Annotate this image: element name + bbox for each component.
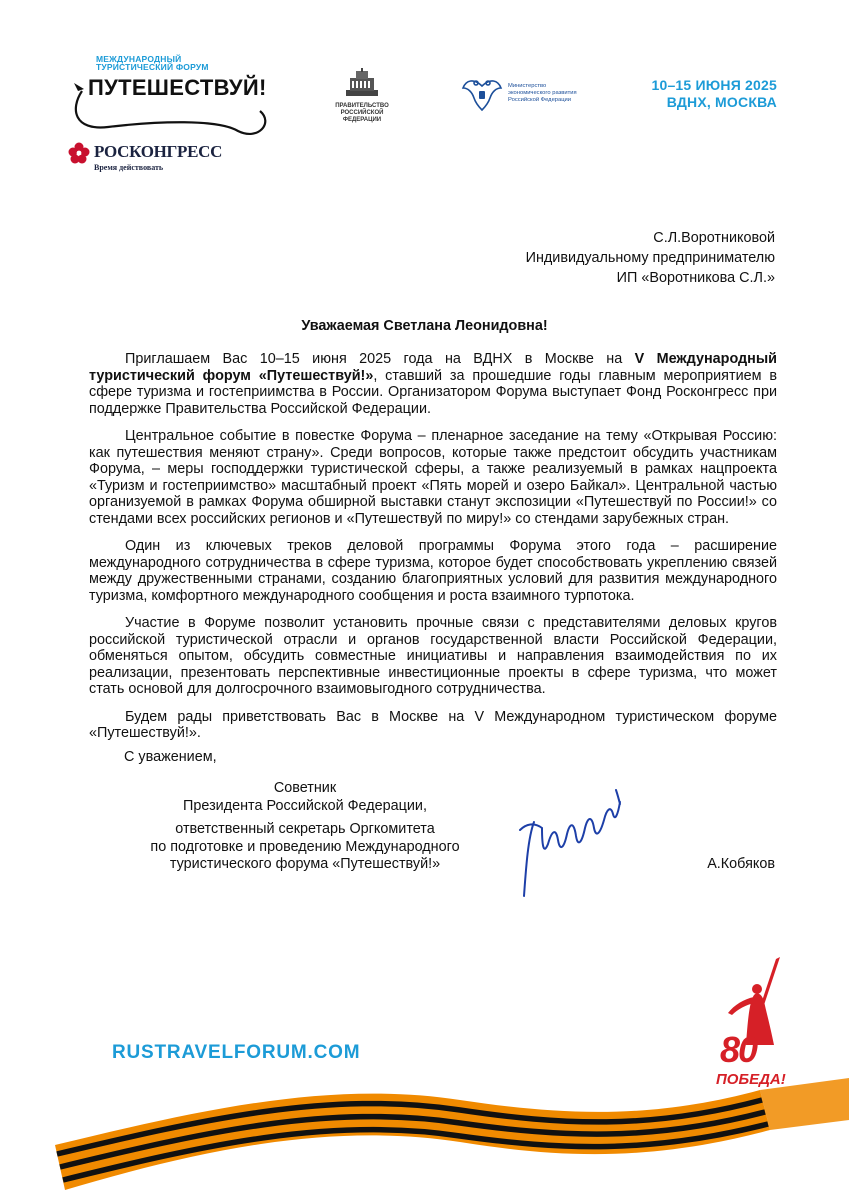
government-building-icon <box>342 68 382 98</box>
paragraph-2: Центральное событие в повестке Форума – пленарное заседание на тему «Открывая Россию: как путешествия меняют страну». Среди вопросов, которые также предстоит обсудить участникам Форума, – меры господдержки туристической сферы, а также реализуемый в рамках нацпроекта «Туризм и гостеприимство» масштабный проект «Пять морей и озеро Байкал». Центральной частью организуемой в рамках Форума обширной выставки станут экспозиции «Путешествуй по России!» со стендами всех российских регионов и «Путешествуй по миру!» со стендами зарубежных стран. <box>89 428 777 527</box>
victory-text: ПОБЕДА! <box>716 1071 786 1088</box>
letter-body <box>89 351 777 753</box>
addressee-company: ИП «Воротникова С.Л.» <box>616 270 775 286</box>
roscongress-slogan: Время действовать <box>94 163 164 172</box>
signatory-title-line4: по подготовке и проведению Международного <box>150 838 460 855</box>
paragraph-3: Один из ключевых треков деловой программы Форума этого года – расширение международного сотрудничества в сфере туризма, которое будет способствовать укреплению связей между дружественными странами, созданию благоприятных условий для развития международного туризма, комфортного международного сообщения и роста взаимного турпотока. <box>89 538 777 604</box>
addressee-position: Индивидуальному предпринимателю <box>525 250 775 266</box>
signatory-title-line2: Президента Российской Федерации, <box>183 797 427 814</box>
salutation: Уважаемая Светлана Леонидовна! <box>301 318 548 334</box>
ministry-caption-line2: экономического развития <box>508 90 577 96</box>
paragraph-4: Участие в Форуме позволит установить прочные связи с представителями деловых кругов российской туристической отрасли и органов государственной власти Российской Федерации, обменяться опытом, обсудить совместные инициативы и направления взаимодействия по их реализации, презентовать перспективные инвестиционные проекты в сфере туризма, что может стать основой для долгосрочного взаимовыгодного сотрудничества. <box>89 615 777 697</box>
event-info <box>651 77 777 111</box>
ministry-caption <box>508 83 603 104</box>
ministry-logo <box>460 76 577 117</box>
event-dates: 10–15 ИЮНЯ 2025 <box>651 77 777 93</box>
paragraph-5: Будем рады приветствовать Вас в Москве на V Международном туристическом форуме «Путешествуй!». <box>89 708 777 741</box>
handwritten-signature <box>512 778 637 903</box>
roscongress-name: РОСКОНГРЕСС <box>94 142 223 161</box>
paragraph-1 <box>89 351 777 417</box>
victory-number: 80 <box>720 1029 757 1070</box>
addressee-name: С.Л.Воротниковой <box>653 230 775 246</box>
forum-logo-name: ПУТЕШЕСТВУЙ! <box>88 75 267 100</box>
roscongress-flower-icon <box>68 142 90 164</box>
government-logo <box>330 68 394 124</box>
paragraph-1-after: , ставший за прошедшие годы главным мероприятием в сфере туризма и гостеприимства в России. Организатором Форума выступает Фонд Росконгресс при поддержке Правительства Российской Федерации. <box>89 367 777 417</box>
forum-logo-subtitle-line1: МЕЖДУНАРОДНЫЙ <box>96 54 182 64</box>
forum-logo-subtitle-line2: ТУРИСТИЧЕСКИЙ ФОРУМ <box>96 62 209 72</box>
government-caption-line2: РОССИЙСКОЙ <box>340 110 384 116</box>
event-place: ВДНХ, МОСКВА <box>666 94 777 110</box>
forum-logo <box>68 55 288 140</box>
paragraph-1-before: Приглашаем Вас 10–15 июня 2025 года на ВДНХ в Москве на <box>125 351 635 367</box>
ministry-caption-line1: Министерство <box>508 83 547 89</box>
government-caption-line1: ПРАВИТЕЛЬСТВО <box>335 103 389 109</box>
forum-name-emphasis: V Международный туристический форум «Путешествуй!» <box>89 351 778 384</box>
signatory-title-line1: Советник <box>273 780 337 796</box>
signatory-title <box>90 780 520 874</box>
ministry-caption-line3: Российской Федерации <box>508 97 572 103</box>
signatory-title-line3: ответственный секретарь Оргкомитета <box>175 821 435 837</box>
double-headed-eagle-icon <box>460 76 504 112</box>
website-link[interactable]: RUSTRAVELFORUM.COM <box>112 1042 361 1063</box>
signatory-name: А.Кобяков <box>707 856 775 872</box>
addressee-block <box>526 228 775 288</box>
government-caption-line3: ФЕДЕРАЦИИ <box>342 117 382 123</box>
signatory-title-line5: туристического форума «Путешествуй!» <box>169 856 441 872</box>
closing: С уважением, <box>124 749 217 765</box>
